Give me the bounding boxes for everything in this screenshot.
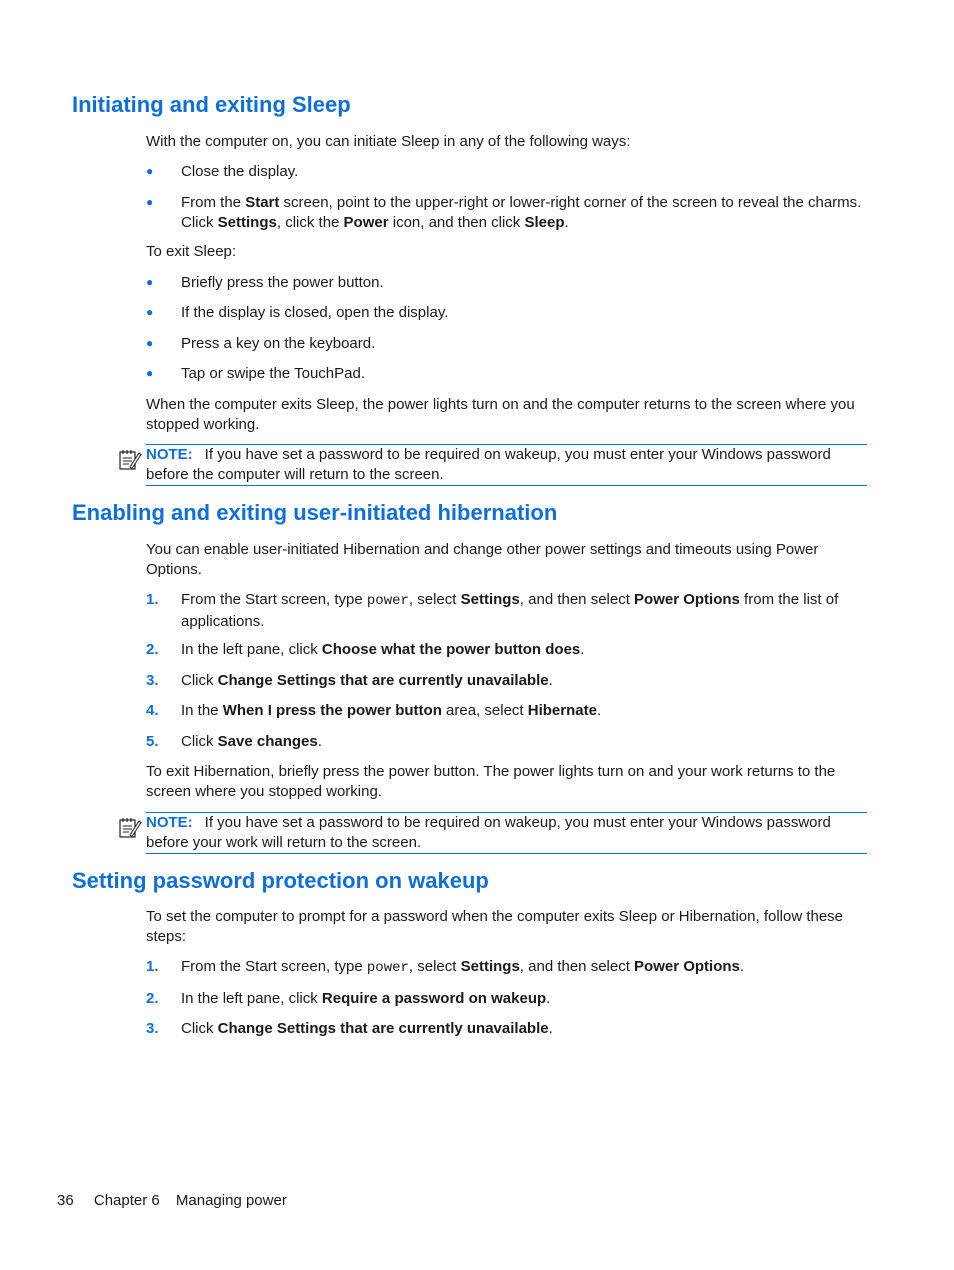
note-pad-icon <box>118 447 142 471</box>
section-title-hibernation: Enabling and exiting user-initiated hibernation <box>72 500 558 525</box>
list-item-text: If the display is closed, open the display. <box>181 304 449 321</box>
list-item-text: In the left pane, click Require a password on wakeup. <box>181 990 551 1007</box>
note-box <box>146 812 867 854</box>
list-item <box>146 193 871 232</box>
note-text: If you have set a password to be required on wakeup, you must enter your Windows password before your work will return to the screen. <box>146 814 831 851</box>
list-item-text: Click Save changes. <box>181 733 322 750</box>
list-item <box>146 640 871 660</box>
list-item-text: Close the display. <box>181 163 299 180</box>
list-item-text: From the Start screen, type power, select Settings, and then select Power Options from the list of applications. <box>181 591 839 630</box>
chapter-number: Chapter 6 <box>93 1192 160 1209</box>
list-item-text: In the left pane, click Choose what the power button does. <box>181 641 585 658</box>
list-item-text: In the When I press the power button area, select Hibernate. <box>181 702 602 719</box>
list-item <box>146 701 871 721</box>
list-item <box>146 364 871 384</box>
bullet-icon: ● <box>146 336 154 350</box>
step-number: 3. <box>146 1020 159 1037</box>
note-pad-icon <box>118 815 142 839</box>
step-number: 1. <box>146 591 159 608</box>
bullet-icon: ● <box>146 305 154 319</box>
paragraph-hibernation-exit: To exit Hibernation, briefly press the power button. The power lights turn on and your work returns to the screen where you stopped working. <box>146 763 836 800</box>
note-box <box>146 444 867 486</box>
list-item-text: From the Start screen, type power, select Settings, and then select Power Options. <box>181 958 745 976</box>
page-number: 36 <box>57 1192 74 1209</box>
list-item <box>146 303 871 323</box>
list-item-text: Briefly press the power button. <box>181 274 384 291</box>
list-item-text: Tap or swipe the TouchPad. <box>181 365 366 382</box>
list-item <box>146 671 871 691</box>
page-footer <box>57 1191 287 1211</box>
list-item <box>146 1019 871 1039</box>
bullet-icon: ● <box>146 366 154 380</box>
list-item-text: Click Change Settings that are currently unavailable. <box>181 672 553 689</box>
bullet-icon: ● <box>146 164 154 178</box>
list-item-text: Click Change Settings that are currently unavailable. <box>181 1020 553 1037</box>
list-item <box>146 590 871 631</box>
list-item <box>146 732 871 752</box>
list-item <box>146 957 871 979</box>
section-title-password: Setting password protection on wakeup <box>72 868 489 893</box>
note-label: NOTE: <box>146 446 193 463</box>
list-item <box>146 273 871 293</box>
list-item-text: From the Start screen, point to the upper-right or lower-right corner of the screen to reveal the charms. Click Settings, click the Power icon, and then click Sleep. <box>181 194 862 231</box>
paragraph-hibernation-intro: You can enable user-initiated Hibernation and change other power settings and timeouts using Power Options. <box>146 541 819 578</box>
note-text: If you have set a password to be required on wakeup, you must enter your Windows password before the computer will return to the screen. <box>146 446 831 483</box>
list-item <box>146 989 871 1009</box>
step-number: 5. <box>146 733 159 750</box>
bullet-icon: ● <box>146 195 154 209</box>
list-item-text: Press a key on the keyboard. <box>181 335 376 352</box>
note-label: NOTE: <box>146 814 193 831</box>
paragraph-exit-sleep-label: To exit Sleep: <box>146 243 237 260</box>
paragraph-password-intro: To set the computer to prompt for a password when the computer exits Sleep or Hibernation, follow these steps: <box>146 908 844 945</box>
list-item <box>146 334 871 354</box>
paragraph-sleep-exit: When the computer exits Sleep, the power lights turn on and the computer returns to the screen where you stopped working. <box>146 396 855 433</box>
step-number: 4. <box>146 702 159 719</box>
step-number: 1. <box>146 958 159 975</box>
bullet-icon: ● <box>146 275 154 289</box>
step-number: 3. <box>146 672 159 689</box>
paragraph-sleep-intro: With the computer on, you can initiate Sleep in any of the following ways: <box>146 133 631 150</box>
step-number: 2. <box>146 641 159 658</box>
chapter-title: Managing power <box>175 1192 287 1209</box>
section-title-sleep: Initiating and exiting Sleep <box>72 92 351 117</box>
list-item <box>146 162 871 182</box>
step-number: 2. <box>146 990 159 1007</box>
